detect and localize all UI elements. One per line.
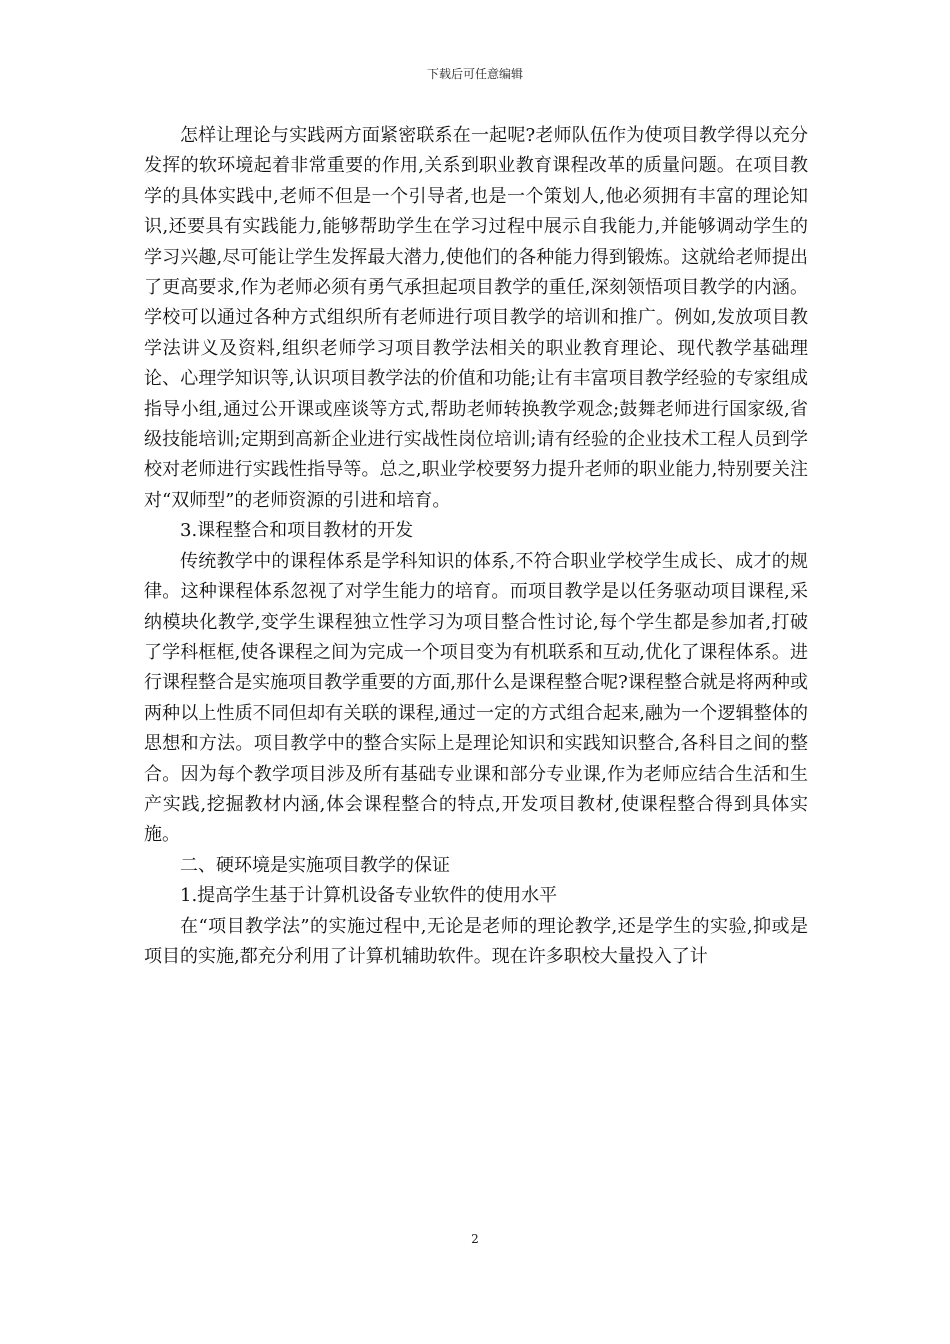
paragraph-computer-software: 在“项目教学法”的实施过程中,无论是老师的理论教学,还是学生的实验,抑或是项目的实施,都充分利用了计算机辅助软件。现在许多职校大量投入了计 bbox=[144, 915, 808, 967]
document-body bbox=[144, 121, 808, 972]
page-number: 2 bbox=[471, 1232, 479, 1246]
paragraph-curriculum-integration: 传统教学中的课程体系是学科知识的体系,不符合职业学校学生成长、成才的规律。这种课程体系忽视了对学生能力的培育。而项目教学是以任务驱动项目课程,采纳模块化教学,变学生课程独立性学习为项目整合性讨论,每个学生都是参加者,打破了学科框框,使各课程之间为完成一个项目变为有机联系和互动,优化了课程体系。进行课程整合是实施项目教学重要的方面,那什么是课程整合呢?课程整合就是将两种或两种以上性质不同但却有关联的课程,通过一定的方式组合起来,融为一个逻辑整体的思想和方法。项目教学中的整合实际上是理论知识和实践知识整合,各科目之间的整合。因为每个教学项目涉及所有基础专业课和部分专业课,作为老师应结合生活和生产实践,挖掘教材内涵,体会课程整合的特点,开发项目教材,使课程整合得到具体实施。 bbox=[144, 550, 808, 846]
page-header-note: 下载后可任意编辑 bbox=[426, 67, 523, 81]
section-heading-software-skills: 1.提高学生基于计算机设备专业软件的使用水平 bbox=[180, 885, 558, 907]
section-heading-curriculum-integration: 3.课程整合和项目教材的开发 bbox=[180, 520, 414, 542]
section-heading-hard-environment: 二、硬环境是实施项目教学的保证 bbox=[180, 854, 450, 876]
paragraph-teacher-team: 怎样让理论与实践两方面紧密联系在一起呢?老师队伍作为使项目教学得以充分发挥的软环境起着非常重要的作用,关系到职业教育课程改革的质量问题。在项目教学的具体实践中,老师不但是一个引导者,也是一个策划人,他必须拥有丰富的理论知识,还要具有实践能力,能够帮助学生在学习过程中展示自我能力,并能够调动学生的学习兴趣,尽可能让学生发挥最大潜力,使他们的各种能力得到锻炼。这就给老师提出了更高要求,作为老师必须有勇气承担起项目教学的重任,深刻领悟项目教学的内涵。学校可以通过各种方式组织所有老师进行项目教学的培训和推广。例如,发放项目教学法讲义及资料,组织老师学习项目教学法相关的职业教育理论、现代教学基础理论、心理学知识等,认识项目教学法的价值和功能;让有丰富项目教学经验的专家组成指导小组,通过公开课或座谈等方式,帮助老师转换教学观念;鼓舞老师进行国家级,省级技能培训;定期到高新企业进行实战性岗位培训;请有经验的企业技术工程人员到学校对老师进行实践性指导等。总之,职业学校要努力提升老师的职业能力,特别要关注对“双师型”的老师资源的引进和培育。 bbox=[144, 125, 808, 511]
